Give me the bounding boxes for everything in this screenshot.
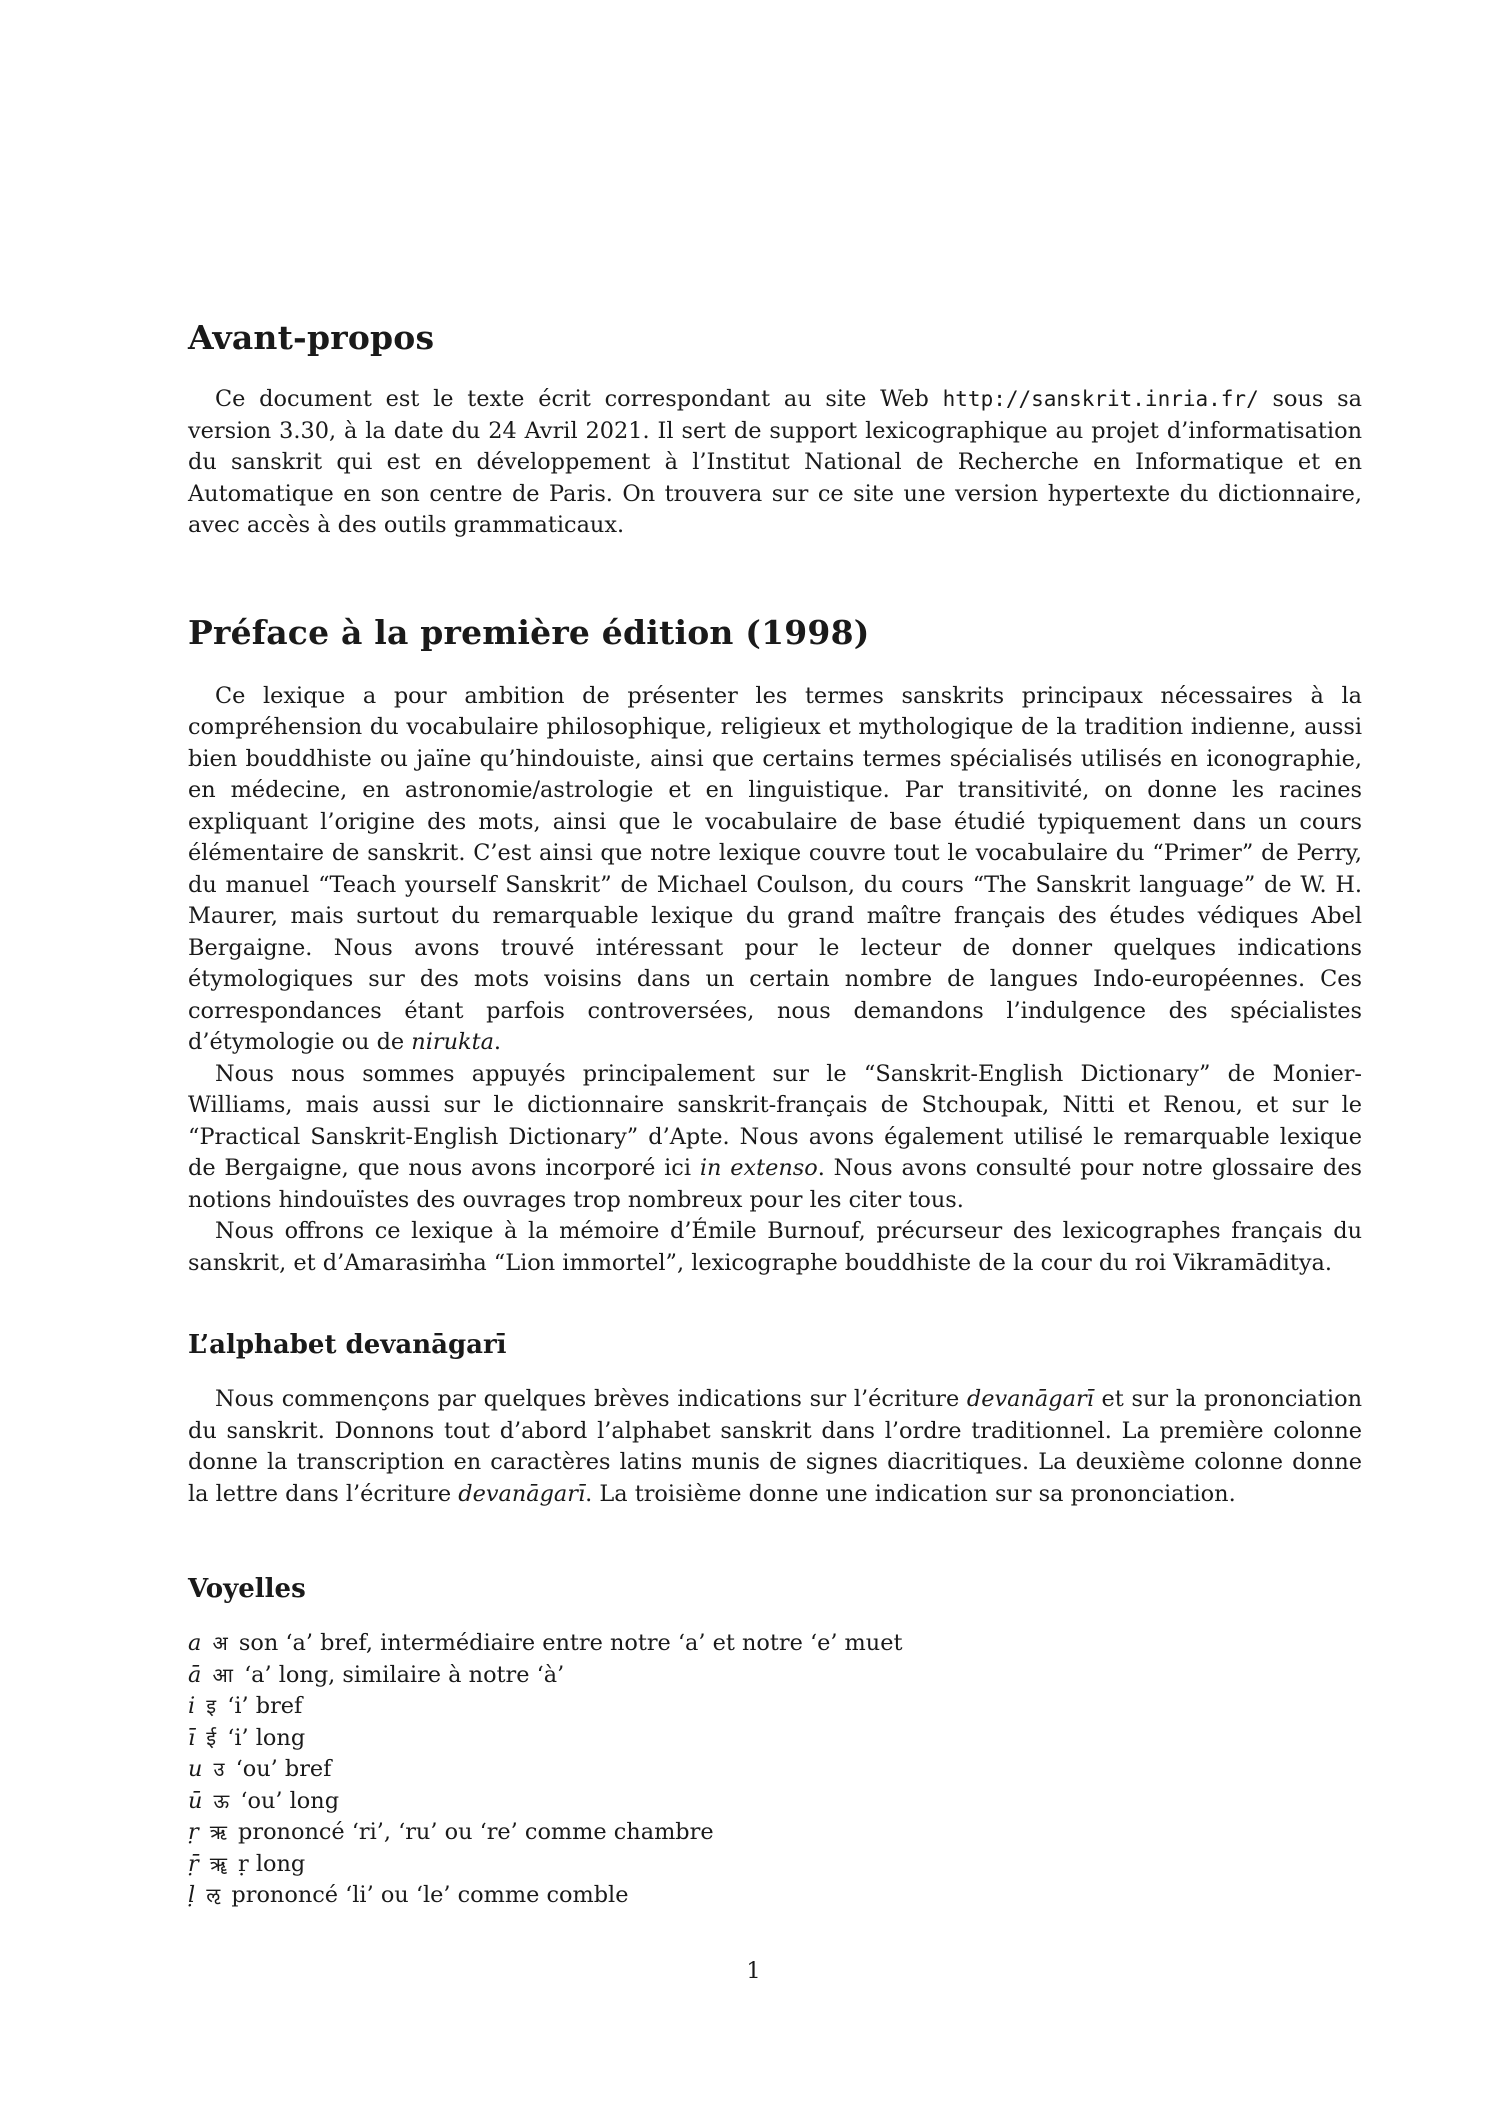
vowel-row bbox=[188, 1880, 1362, 1912]
alphabet-text-b: et sur la prononciation du sanskrit. Donnons tout d’abord l’alphabet sanskrit dans l’ordre traditionnel. La première colonne donne la transcription en caractères latins munis de signes diacritiques. La deuxième colonne donne la lettre dans l’écriture bbox=[188, 1386, 1362, 1507]
site-url-link[interactable]: http://sanskrit.inria.fr/ bbox=[942, 387, 1259, 411]
avant-propos-text-b: sous sa version 3.30, à la date du 24 Avril 2021. Il sert de support lexicographique au projet d’informatisation du sanskrit qui est en développement à l’Institut National de Recherche en Informatique et en Automatique en son centre de Paris. On trouvera sur ce site une version hypertexte du dictionnaire, avec accès à des outils grammaticaux. bbox=[188, 386, 1362, 538]
vowel-devanagari: आ bbox=[212, 1662, 233, 1687]
preface-paragraph-1 bbox=[188, 681, 1362, 1059]
vowel-list bbox=[188, 1628, 1362, 1912]
vowel-devanagari: उ bbox=[213, 1757, 225, 1781]
vowel-devanagari: इ bbox=[206, 1694, 217, 1718]
vowel-devanagari: ऌ bbox=[206, 1883, 221, 1907]
preface-p1-italic: nirukta bbox=[411, 1029, 494, 1055]
vowel-row bbox=[188, 1691, 1362, 1723]
preface-paragraph-2 bbox=[188, 1059, 1362, 1217]
vowel-row bbox=[188, 1754, 1362, 1786]
preface-p1-text-b: . bbox=[493, 1029, 502, 1055]
preface-p2-text-b: . Nous avons consulté pour notre glossaire des notions hindouïstes des ouvrages trop nombreux pour les citer tous. bbox=[188, 1155, 1363, 1213]
preface-p1-text-a: Ce lexique a pour ambition de présenter les termes sanskrits principaux nécessaires à la compréhension du vocabulaire philosophique, religieux et mythologique de la tradition indienne, aussi bien bouddhiste ou jaïne qu’hindouiste, ainsi que certains termes spécialisés utilisés en iconographie, en médecine, en astronomie/astrologie et en linguistique. Par transitivité, on donne les racines expliquant l’origine des mots, ainsi que le vocabulaire de base étudié typiquement dans un cours élémentaire de sanskrit. C’est ainsi que notre lexique couvre tout le vocabulaire du “Primer” de Perry, du manuel “Teach yourself Sanskrit” de Michael Coulson, du cours “The Sanskrit language” de W. H. Maurer, mais surtout du remarquable lexique du grand maître français des études védiques Abel Bergaigne. Nous avons trouvé intéressant pour le lecteur de donner quelques indications étymologiques sur des mots voisins dans un certain nombre de langues Indo-européennes. Ces correspondances étant parfois controversées, nous demandons l’indulgence des spécialistes d’étymologie ou de bbox=[188, 682, 1362, 1055]
vowel-description: ṛ long bbox=[238, 1850, 306, 1877]
alphabet-paragraph bbox=[188, 1384, 1362, 1510]
vowel-row bbox=[188, 1628, 1362, 1660]
vowel-devanagari: अ bbox=[212, 1631, 228, 1655]
vowel-transcription: ū bbox=[188, 1787, 203, 1814]
vowel-description: ‘i’ bref bbox=[227, 1693, 303, 1719]
vowel-row bbox=[188, 1660, 1362, 1692]
preface-paragraph-3: Nous offrons ce lexique à la mémoire d’Émile Burnouf, précurseur des lexicographes français du sanskrit, et d’Amarasiṁha “Lion immortel”, lexicographe bouddhiste de la cour du roi Vikramāditya. bbox=[188, 1218, 1362, 1276]
page-number: 1 bbox=[746, 1958, 761, 1984]
vowel-description: prononcé ‘li’ ou ‘le’ comme comble bbox=[231, 1882, 629, 1908]
vowel-transcription: ṝ bbox=[188, 1850, 199, 1877]
avant-propos-paragraph bbox=[188, 384, 1362, 542]
vowel-transcription: ḷ bbox=[188, 1882, 196, 1908]
vowel-transcription: u bbox=[188, 1756, 203, 1782]
vowel-devanagari: ई bbox=[206, 1725, 217, 1750]
avant-propos-text-a: Ce document est le texte écrit correspondant au site Web bbox=[215, 386, 943, 412]
vowel-description: prononcé ‘ri’, ‘ru’ ou ‘re’ comme chambre bbox=[238, 1819, 714, 1845]
vowel-devanagari: ऋ bbox=[209, 1820, 227, 1844]
vowel-devanagari: ऊ bbox=[213, 1788, 230, 1813]
vowel-description: ‘a’ long, similaire à notre ‘à’ bbox=[244, 1661, 565, 1688]
preface-p2-text-a: Nous nous sommes appuyés principalement sur le “Sanskrit-English Dictionary” de Monier-Williams, mais aussi sur le dictionnaire sanskrit-français de Stchoupak, Nitti et Renou, et sur le “Practical Sanskrit-English Dictionary” d’Apte. Nous avons également utilisé le remarquable lexique de Bergaigne, que nous avons incorporé ici bbox=[188, 1060, 1362, 1181]
vowel-transcription: i bbox=[188, 1693, 196, 1719]
alphabet-text-a: Nous commençons par quelques brèves indications sur l’écriture bbox=[215, 1386, 967, 1412]
vowel-row bbox=[188, 1849, 1362, 1881]
vowel-row bbox=[188, 1817, 1362, 1849]
alphabet-italic-1: devanāgarī bbox=[966, 1386, 1094, 1412]
preface-p2-italic: in extenso bbox=[699, 1155, 818, 1181]
section-title-avant-propos: Avant-propos bbox=[188, 318, 435, 357]
vowel-description: ‘ou’ bref bbox=[235, 1756, 332, 1782]
page-content bbox=[188, 318, 1362, 1912]
section-title-voyelles: Voyelles bbox=[188, 1574, 306, 1604]
vowel-row bbox=[188, 1723, 1362, 1755]
vowel-devanagari: ॠ bbox=[209, 1851, 227, 1876]
alphabet-text-c: . La troisième donne une indication sur sa prononciation. bbox=[585, 1480, 1236, 1507]
vowel-description: ‘i’ long bbox=[227, 1724, 306, 1751]
vowel-description: son ‘a’ bref, intermédiaire entre notre ‘a’ et notre ‘e’ muet bbox=[238, 1630, 903, 1656]
section-title-alphabet: L’alphabet devanāgarī bbox=[188, 1330, 507, 1360]
vowel-row bbox=[188, 1786, 1362, 1818]
alphabet-italic-2: devanāgarī bbox=[458, 1480, 586, 1507]
section-title-preface: Préface à la première édition (1998) bbox=[188, 612, 870, 652]
vowel-transcription: ṛ bbox=[188, 1819, 199, 1845]
vowel-transcription: ā bbox=[188, 1661, 202, 1688]
vowel-transcription: ī bbox=[188, 1724, 196, 1751]
vowel-description: ‘ou’ long bbox=[240, 1787, 340, 1814]
vowel-transcription: a bbox=[188, 1630, 202, 1656]
